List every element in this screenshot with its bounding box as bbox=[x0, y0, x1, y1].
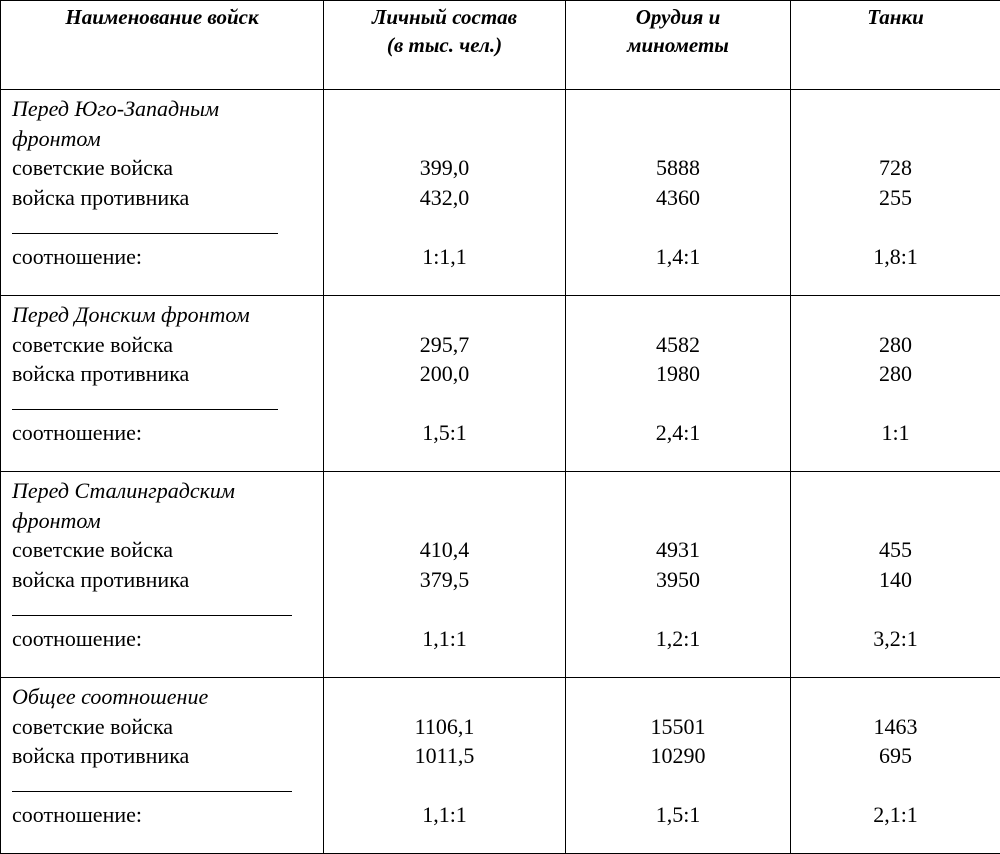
ratio-guns: 2,4:1 bbox=[566, 418, 790, 448]
soviet-guns: 15501 bbox=[566, 712, 790, 742]
enemy-label: войска противника bbox=[12, 359, 323, 389]
section-title-cont: фронтом bbox=[12, 124, 323, 154]
guns-cell bbox=[566, 472, 791, 678]
enemy-tanks: 695 bbox=[791, 741, 1000, 771]
section-title: Общее соотношение bbox=[12, 682, 323, 712]
soviet-guns: 4931 bbox=[566, 535, 790, 565]
enemy-personnel: 1011,5 bbox=[324, 741, 565, 771]
ratio-personnel: 1,1:1 bbox=[324, 624, 565, 654]
section-title: Перед Юго-Западным bbox=[12, 94, 323, 124]
ratio-guns: 1,2:1 bbox=[566, 624, 790, 654]
enemy-label: войска противника bbox=[12, 741, 323, 771]
enemy-guns: 3950 bbox=[566, 565, 790, 595]
soviet-label: советские войска bbox=[12, 535, 323, 565]
header-guns: Орудия и минометы bbox=[566, 1, 791, 90]
ratio-personnel: 1:1,1 bbox=[324, 242, 565, 272]
ratio-personnel: 1,1:1 bbox=[324, 800, 565, 830]
section-title: Перед Сталинградским bbox=[12, 476, 323, 506]
ratio-tanks: 3,2:1 bbox=[791, 624, 1000, 654]
enemy-tanks: 255 bbox=[791, 183, 1000, 213]
header-row bbox=[1, 1, 1000, 90]
tanks-cell bbox=[791, 90, 1000, 296]
section-stalingrad-front bbox=[1, 472, 1000, 678]
ratio-personnel: 1,5:1 bbox=[324, 418, 565, 448]
soviet-guns: 4582 bbox=[566, 330, 790, 360]
enemy-guns: 1980 bbox=[566, 359, 790, 389]
section-label-cell bbox=[1, 678, 324, 854]
enemy-label: войска противника bbox=[12, 183, 323, 213]
ratio-label: соотношение: bbox=[12, 418, 323, 448]
enemy-tanks: 280 bbox=[791, 359, 1000, 389]
soviet-guns: 5888 bbox=[566, 153, 790, 183]
soviet-personnel: 410,4 bbox=[324, 535, 565, 565]
soviet-label: советские войска bbox=[12, 712, 323, 742]
header-tanks: Танки bbox=[791, 1, 1000, 90]
section-don-front bbox=[1, 296, 1000, 472]
section-label-cell bbox=[1, 90, 324, 296]
ratio-guns: 1,4:1 bbox=[566, 242, 790, 272]
sum-rule bbox=[12, 409, 278, 410]
guns-cell bbox=[566, 678, 791, 854]
enemy-label: войска противника bbox=[12, 565, 323, 595]
enemy-personnel: 432,0 bbox=[324, 183, 565, 213]
ratio-guns: 1,5:1 bbox=[566, 800, 790, 830]
guns-cell bbox=[566, 90, 791, 296]
personnel-cell bbox=[324, 90, 566, 296]
soviet-tanks: 455 bbox=[791, 535, 1000, 565]
enemy-tanks: 140 bbox=[791, 565, 1000, 595]
soviet-label: советские войска bbox=[12, 330, 323, 360]
section-label-cell bbox=[1, 296, 324, 472]
guns-cell bbox=[566, 296, 791, 472]
tanks-cell bbox=[791, 296, 1000, 472]
soviet-tanks: 728 bbox=[791, 153, 1000, 183]
ratio-label: соотношение: bbox=[12, 242, 323, 272]
personnel-cell bbox=[324, 296, 566, 472]
section-overall-ratio bbox=[1, 678, 1000, 854]
personnel-cell bbox=[324, 678, 566, 854]
soviet-personnel: 399,0 bbox=[324, 153, 565, 183]
sum-rule bbox=[12, 615, 292, 616]
soviet-personnel: 295,7 bbox=[324, 330, 565, 360]
section-title: Перед Донским фронтом bbox=[12, 300, 323, 330]
section-label-cell bbox=[1, 472, 324, 678]
section-title-cont: фронтом bbox=[12, 506, 323, 536]
soviet-personnel: 1106,1 bbox=[324, 712, 565, 742]
tanks-cell bbox=[791, 678, 1000, 854]
ratio-tanks: 1,8:1 bbox=[791, 242, 1000, 272]
header-personnel: Личный состав (в тыс. чел.) bbox=[324, 1, 566, 90]
enemy-personnel: 200,0 bbox=[324, 359, 565, 389]
sum-rule bbox=[12, 233, 278, 234]
ratio-tanks: 1:1 bbox=[791, 418, 1000, 448]
soviet-label: советские войска bbox=[12, 153, 323, 183]
personnel-cell bbox=[324, 472, 566, 678]
section-southwestern-front bbox=[1, 90, 1000, 296]
enemy-guns: 4360 bbox=[566, 183, 790, 213]
soviet-tanks: 280 bbox=[791, 330, 1000, 360]
ratio-tanks: 2,1:1 bbox=[791, 800, 1000, 830]
enemy-personnel: 379,5 bbox=[324, 565, 565, 595]
ratio-label: соотношение: bbox=[12, 624, 323, 654]
header-name: Наименование войск bbox=[1, 1, 324, 90]
sum-rule bbox=[12, 791, 292, 792]
enemy-guns: 10290 bbox=[566, 741, 790, 771]
ratio-label: соотношение: bbox=[12, 800, 323, 830]
soviet-tanks: 1463 bbox=[791, 712, 1000, 742]
tanks-cell bbox=[791, 472, 1000, 678]
